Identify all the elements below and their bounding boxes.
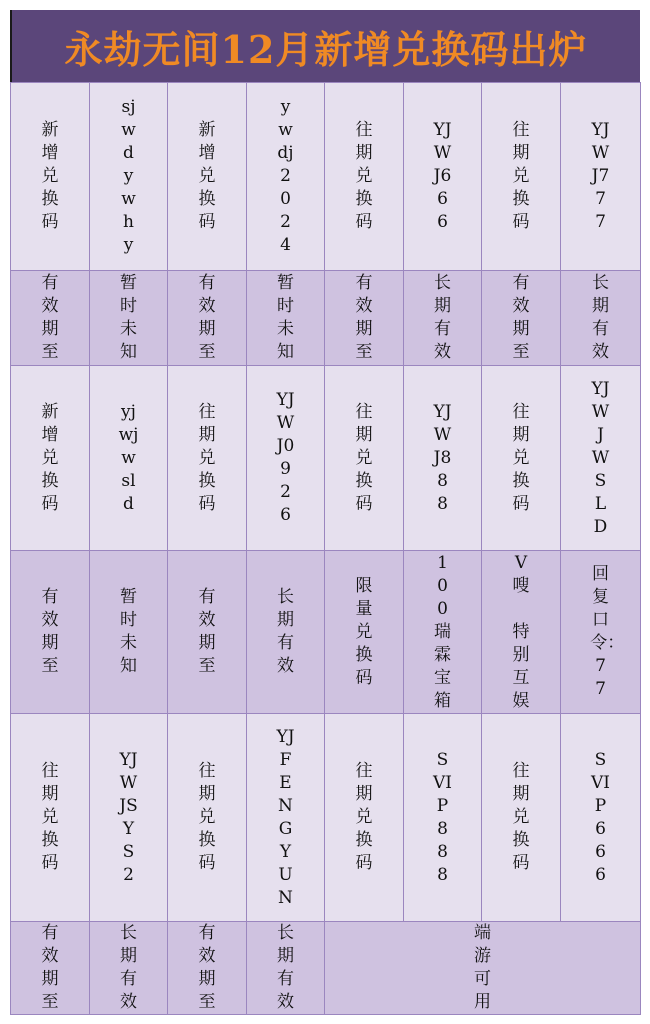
label-cell: 新增兑换码 <box>168 83 247 271</box>
value-cell: 长期有效 <box>561 271 641 366</box>
code-cell: ywdj2024 <box>247 83 325 271</box>
label-cell: 有效期至 <box>325 271 404 366</box>
code-cell: YJWJ777 <box>561 83 641 271</box>
value-cell: V嗖 特别互娱 <box>482 551 561 714</box>
label-cell: 往期兑换码 <box>325 714 404 922</box>
value-cell: 回复口令：77 <box>561 551 641 714</box>
code-cell: YJWJ0926 <box>247 366 325 551</box>
label-cell: 有效期至 <box>168 922 247 1015</box>
code-cell: SVIP666 <box>561 714 641 922</box>
code-cell: SVIP888 <box>404 714 482 922</box>
label-cell: 有效期至 <box>11 922 90 1015</box>
value-cell: 长期有效 <box>247 922 325 1015</box>
label-cell: 有效期至 <box>482 271 561 366</box>
label-cell: 往期兑换码 <box>168 714 247 922</box>
code-cell: YJWJ666 <box>404 83 482 271</box>
label-cell: 限量兑换码 <box>325 551 404 714</box>
label-cell: 往期兑换码 <box>325 83 404 271</box>
label-cell: 有效期至 <box>11 551 90 714</box>
label-cell: 有效期至 <box>168 551 247 714</box>
code-table <box>10 82 641 1015</box>
table-row <box>11 714 641 922</box>
table-row <box>11 366 641 551</box>
label-cell: 新增兑换码 <box>11 366 90 551</box>
label-cell: 往期兑换码 <box>325 366 404 551</box>
title-banner <box>10 10 640 82</box>
table-row <box>11 551 641 714</box>
label-cell: 往期兑换码 <box>11 714 90 922</box>
code-sheet <box>10 10 640 1015</box>
code-cell: YJWJWSLD <box>561 366 641 551</box>
table-row <box>11 922 641 1015</box>
value-cell: 100瑞霖宝箱 <box>404 551 482 714</box>
code-cell: yjwjwsld <box>90 366 168 551</box>
page-title: 永劫无间12月新增兑换码出炉 <box>64 26 588 72</box>
label-cell: 往期兑换码 <box>168 366 247 551</box>
code-cell: YJWJ888 <box>404 366 482 551</box>
value-cell: 暂时未知 <box>90 551 168 714</box>
label-cell: 有效期至 <box>168 271 247 366</box>
label-cell: 往期兑换码 <box>482 366 561 551</box>
label-cell: 有效期至 <box>11 271 90 366</box>
table-row <box>11 83 641 271</box>
value-cell: 长期有效 <box>404 271 482 366</box>
value-cell: 长期有效 <box>247 551 325 714</box>
value-cell: 长期有效 <box>90 922 168 1015</box>
label-cell: 往期兑换码 <box>482 714 561 922</box>
value-cell: 暂时未知 <box>247 271 325 366</box>
value-cell: 暂时未知 <box>90 271 168 366</box>
label-cell: 新增兑换码 <box>11 83 90 271</box>
label-cell: 往期兑换码 <box>482 83 561 271</box>
code-cell: YJWJSYS2 <box>90 714 168 922</box>
code-cell: YJFENGYUN <box>247 714 325 922</box>
code-cell: sjwdywhy <box>90 83 168 271</box>
table-row <box>11 271 641 366</box>
note-cell: 端游可用 <box>325 922 641 1015</box>
